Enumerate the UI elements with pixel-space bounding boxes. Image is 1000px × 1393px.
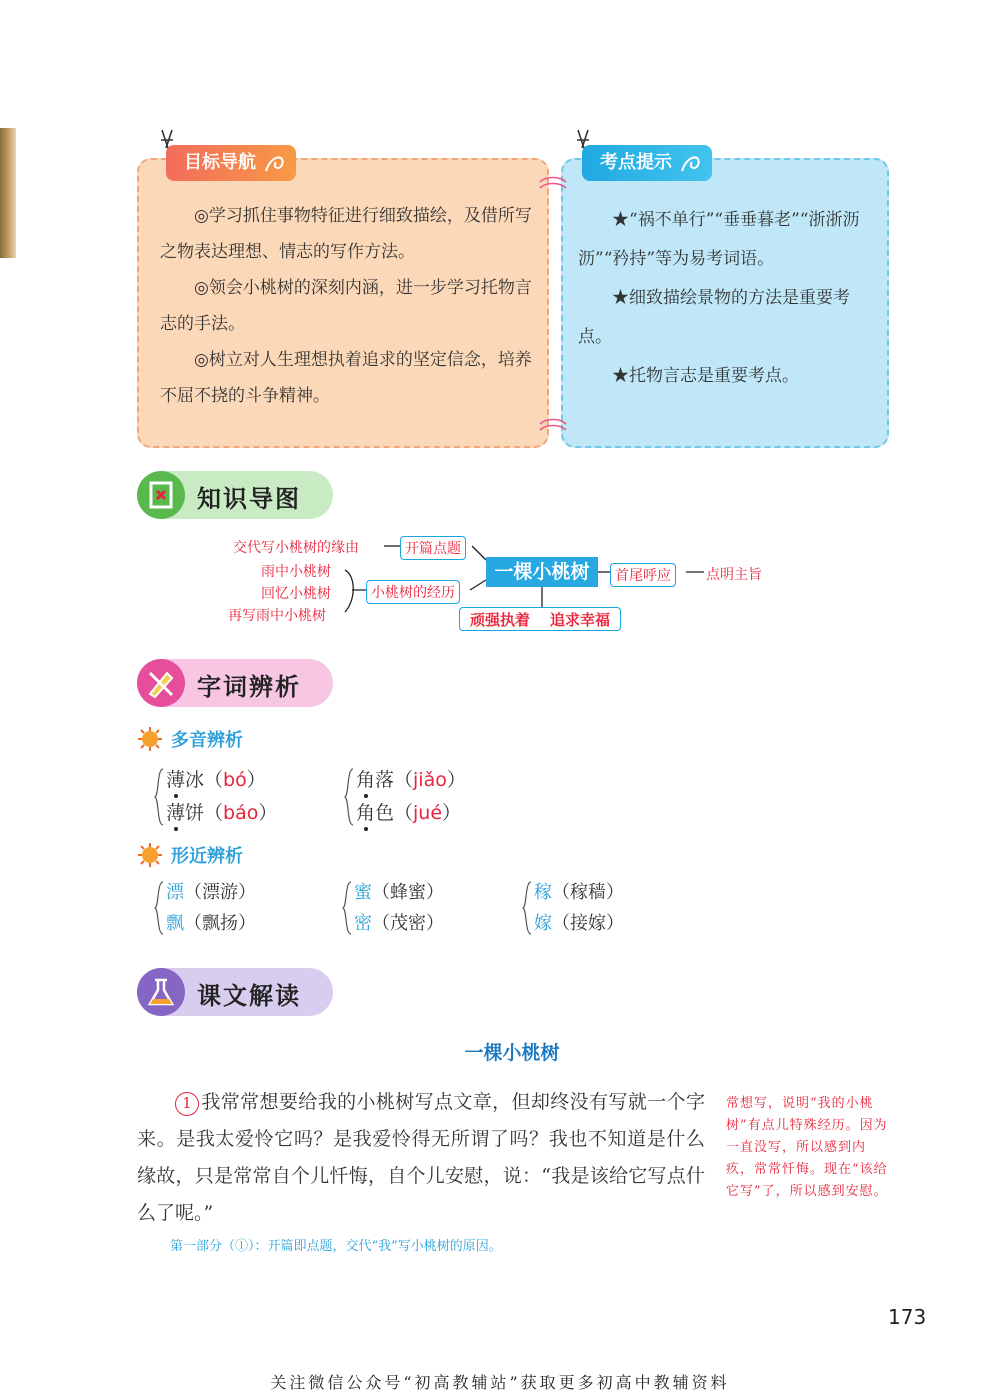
polyphone-group [356,764,466,830]
brace-icon [154,768,164,826]
pencil-icon [137,659,185,707]
page-number: 173 [888,1305,927,1329]
side-annotation: 常想写，说明“我的小桃树”有点儿特殊经历。因为一直没写，所以感到内疚，常常忏悔。现在“该给它写”了，所以感到安慰。 [726,1096,888,1199]
mindmap-bottom-item: 追求幸福 [549,610,610,629]
mindmap-bottom-item: 顽强执着 [469,610,530,629]
mindmap-node: 首尾呼应 [610,563,676,587]
emphasis-dot [174,794,178,798]
section-title: 字词辨析 [197,673,301,701]
paragraph-number: 1 [175,1092,199,1116]
section-heading-reading [137,968,333,1016]
sun-icon [137,726,163,752]
footer-text: 关注微信公众号“初高教辅站”获取更多初高中教辅资料 [270,1373,730,1392]
polyphone-row: 薄冰（bó） [166,769,266,791]
similar-row: 密（茂密） [354,913,444,934]
polyphone-row: 角色（jué） [356,802,462,824]
mindmap-bottom-node [459,607,621,631]
similar-row: 嫁（接嫁） [534,913,624,934]
subheading-title: 多音辨析 [171,730,243,751]
exam-item: ★托物言志是重要考点。 [612,366,799,386]
mindmap-label: 点明主旨 [706,567,762,583]
exam-tag: 考点提示 [582,145,712,181]
paragraph-summary: 第一部分（①）：开篇即点题，交代“我”写小桃树的原因。 [170,1239,502,1254]
mindmap-label: 再写雨中小桃树 [228,608,326,624]
exam-item: ★细致描绘景物的方法是重要考点。 [578,288,850,347]
section-heading-words [137,659,333,707]
brace-icon [344,768,354,826]
polyphone-row: 角落（jiǎo） [356,769,466,791]
polyphone-row: 薄饼（báo） [166,802,278,824]
exam-item: ★“祸不单行”“垂垂暮老”“浙浙沥沥”“矜持”等为易考词语。 [578,210,860,269]
mindmap-label: 回忆小桃树 [261,586,331,602]
similar-row: 稼（稼穑） [534,882,624,903]
section-title: 知识导图 [197,485,301,513]
mindmap-node: 小桃树的经历 [366,580,460,604]
mindmap-label: 交代写小桃树的缘由 [233,540,359,556]
beaker-icon [137,968,185,1016]
brace-icon [342,881,352,935]
brace-icon [154,881,164,935]
polyphone-group [166,764,277,830]
similar-row: 漂（漂游） [166,882,256,903]
reading-paragraph [137,1084,705,1232]
sun-icon [137,842,163,868]
similar-group [166,877,256,939]
mindmap-label: 雨中小桃树 [261,564,331,580]
similar-group [354,877,444,939]
goal-tag: 目标导航 [166,145,296,181]
reading-title: 一棵小桃树 [464,1042,560,1064]
emphasis-dot [174,827,178,831]
mindmap-node: 开篇点题 [400,536,466,560]
similar-row: 蜜（蜂蜜） [354,882,444,903]
section-title: 课文解读 [197,982,301,1010]
emphasis-dot [364,827,368,831]
subheading-title: 形近辨析 [171,846,243,867]
goal-item: ◎学习抓住事物特征进行细致描绘，及借所写之物表达理想、情志的写作方法。 [160,206,532,262]
similar-group [534,877,624,939]
emphasis-dot [364,794,368,798]
goal-item: ◎领会小桃树的深刻内涵，进一步学习托物言志的手法。 [160,278,532,334]
similar-row: 飘（飘扬） [166,913,256,934]
mindmap-center: 一棵小桃树 [486,557,598,587]
paragraph-text: 我常常想要给我的小桃树写点文章，但却终没有写就一个字来。是我太爱怜它吗？是我爱怜得无所谓了吗？我也不知道是什么缘故，只是常常自个儿忏悔，自个儿安慰，说：“我是该给它写点什么了呢。” [137,1091,705,1224]
goal-item: ◎树立对人生理想执着追求的坚定信念，培养不屈不挠的斗争精神。 [160,350,532,406]
brace-icon [522,881,532,935]
